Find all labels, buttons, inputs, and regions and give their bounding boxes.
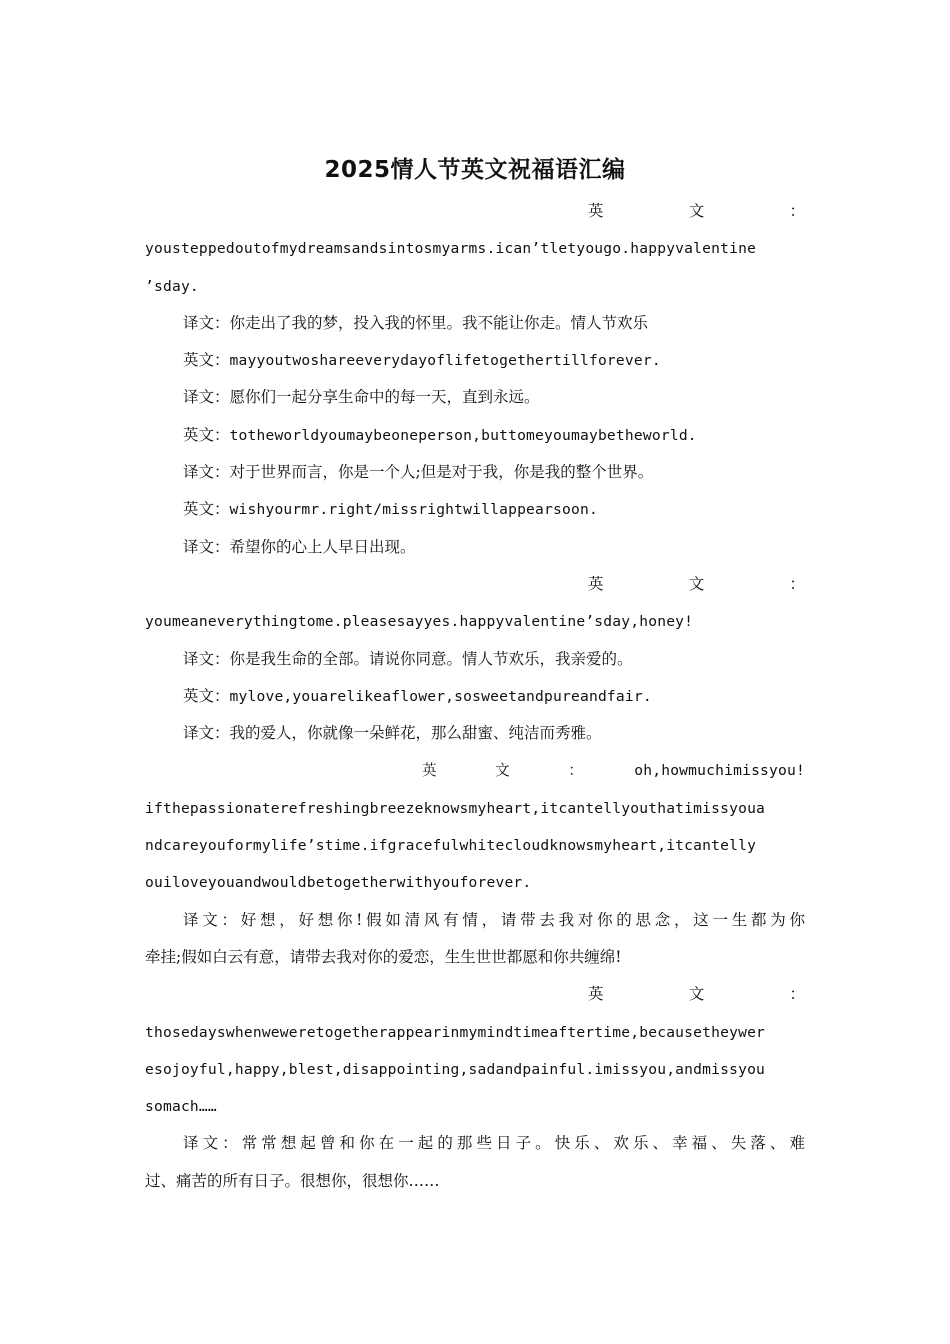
english-text: mylove,youarelikeaflower,sosweetandpureandfair. [229,687,652,705]
english-text: totheworldyoumaybeoneperson,buttomeyoumaybetheworld. [229,426,697,444]
english-text-line: ’sday. [145,277,199,295]
english-line [145,491,805,528]
english-label-line: 英 文 ： [588,202,805,220]
translation-line: 译文：你走出了我的梦，投入我的怀里。我不能让你走。情人节欢乐 [183,313,649,332]
english-line [145,342,805,379]
translation-line: 译文：希望你的心上人早日出现。 [183,537,416,556]
english-text-line: youmeaneverythingtome.pleasesayyes.happyvalentine’sday,honey! [145,613,694,631]
translation-line: 译文：对于世界而言，你是一个人;但是对于我，你是我的整个世界。 [183,463,654,482]
english-label-line: 英 文 ： oh,howmuchimissyou! [422,762,805,780]
english-label-line: 英 文 ： [588,574,805,593]
english-text-line: ouiloveyouandwouldbetogetherwithyouforever. [145,874,532,892]
translation-line: 译文：我的爱人，你就像一朵鲜花，那么甜蜜、纯洁而秀雅。 [183,724,602,743]
english-text-line: ndcareyouformylife’stime.ifgracefulwhitecloudknowsmyheart,itcantelly [145,837,757,855]
english-text-line: thosedayswhenweweretogetherappearinmymindtimeaftertime,becausetheywer [145,1023,766,1041]
english-text-line: esojoyful,happy,blest,disappointing,sadandpainful.imissyou,andmissyou [145,1060,766,1078]
english-label: 英文： [183,686,230,705]
translation-line: 牵挂;假如白云有意，请带去我对你的爱恋，生生世世都愿和你共缠绵! [145,947,622,966]
english-text: wishyourmr.right/missrightwillappearsoon. [229,501,598,519]
english-line [145,417,805,454]
translation-line: 译文：好想，好想你!假如清风有情，请带去我对你的思念，这一生都为你 [183,910,805,929]
english-label: 英文： [183,500,230,519]
english-label: 英文： [183,351,230,370]
english-text-line: somach…… [145,1098,217,1116]
translation-line: 译文：你是我生命的全部。请说你同意。情人节欢乐，我亲爱的。 [183,649,633,668]
english-label-line: 英 文 ： [588,985,805,1004]
translation-line: 过、痛苦的所有日子。很想你，很想你…… [145,1171,440,1190]
document-body [145,193,805,1200]
english-line [145,678,805,715]
english-text-line: yousteppedoutofmydreamsandsintosmyarms.ican’tletyougo.happyvalentine [145,240,757,258]
english-text-line: ifthepassionaterefreshingbreezeknowsmyheart,itcantellyouthatimissyoua [145,799,766,817]
translation-line: 译文：常常想起曾和你在一起的那些日子。快乐、欢乐、幸福、失落、难 [183,1134,805,1153]
translation-line: 译文：愿你们一起分享生命中的每一天，直到永远。 [183,388,540,407]
english-label: 英文： [183,425,230,444]
document-title: 2025情人节英文祝福语汇编 [324,157,626,183]
english-text: mayyoutwoshareeverydayoflifetogethertillforever. [229,352,661,370]
